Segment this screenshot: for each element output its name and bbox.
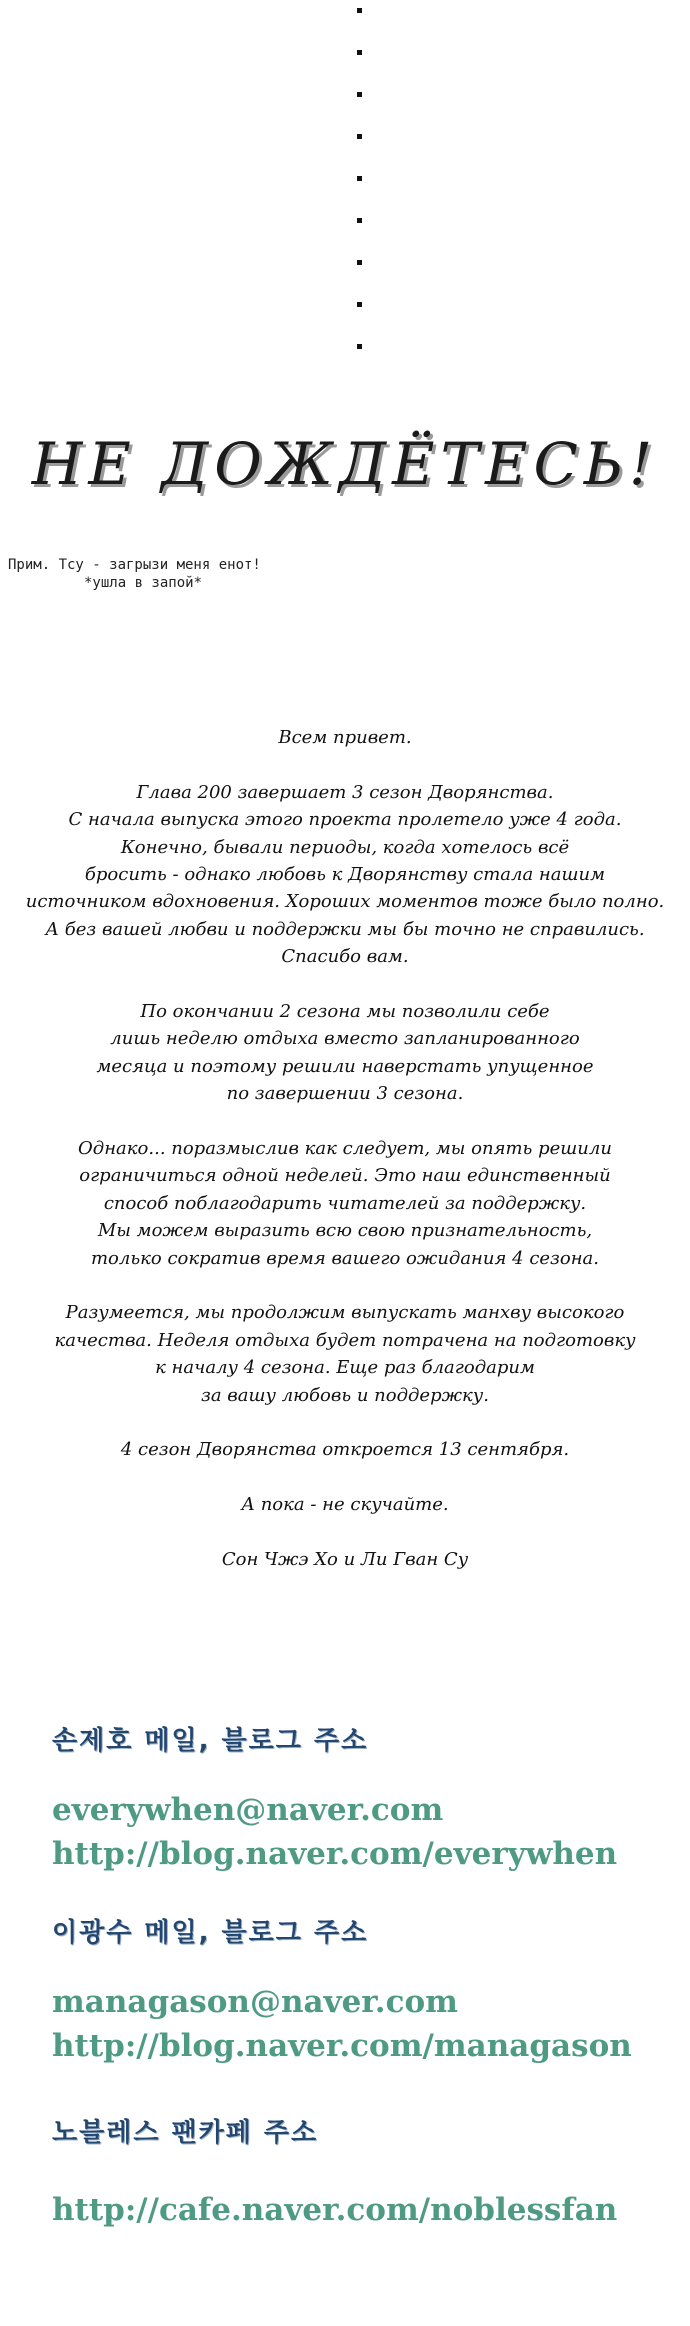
contact-block (52, 2112, 618, 2228)
letter-line: Конечно, бывали периоды, когда хотелось всё (120, 836, 570, 858)
contact-heading: 이광수 메일, 블로그 주소 (52, 1918, 369, 1948)
dot (357, 344, 362, 349)
letter-line: ограничиться одной неделей. Это наш единственный (79, 1165, 611, 1187)
letter-paragraphs (0, 779, 690, 1574)
letter-line: А пока - не скучайте. (241, 1494, 449, 1516)
letter-line: Однако... поразмыслив как следует, мы опять решили (78, 1138, 612, 1160)
translator-note-line: *ушла в запой* (84, 575, 203, 591)
letter-line: Глава 200 завершает 3 сезон Дворянства. (136, 781, 554, 803)
letter-line: С начала выпуска этого проекта пролетело уже 4 года. (68, 809, 622, 831)
letter-line: Всем привет. (278, 727, 412, 748)
dot (357, 50, 362, 55)
translator-note (8, 556, 261, 592)
letter-body (0, 724, 690, 1601)
letter-line: по завершении 3 сезона. (226, 1083, 464, 1105)
letter-line: А без вашей любви и поддержки мы бы точно не справились. (45, 918, 645, 940)
letter-paragraph (0, 1546, 690, 1573)
letter-line: По окончании 2 сезона мы позволили себе (140, 1001, 550, 1023)
dot (357, 218, 362, 223)
letter-greeting (0, 724, 690, 751)
letter-line: Сон Чжэ Хо и Ли Гван Су (221, 1549, 469, 1571)
contact-block (52, 1720, 618, 1872)
letter-line: способ поблагодарить читателей за поддержку. (103, 1192, 587, 1214)
email-link[interactable]: managason@naver.com (52, 1984, 458, 2020)
contact-heading: 노블레스 팬카페 주소 (52, 2118, 319, 2148)
letter-line: за вашу любовь и поддержку. (201, 1384, 489, 1406)
letter-line: Спасибо вам. (281, 946, 409, 968)
dot (357, 260, 362, 265)
dot (357, 302, 362, 307)
page-title: НЕ ДОЖДЁТЕСЬ! (31, 430, 659, 498)
letter-line: к началу 4 сезона. Еще раз благодарим (155, 1357, 535, 1379)
url-link[interactable]: http://cafe.naver.com/noblessfan (52, 2192, 618, 2228)
letter-line: месяца и поэтому решили наверстать упущенное (96, 1055, 594, 1077)
contact-heading: 손제호 메일, 블로그 주소 (52, 1726, 369, 1756)
letter-paragraph (0, 1299, 690, 1409)
letter-paragraph (0, 1491, 690, 1518)
url-link[interactable]: http://blog.naver.com/managason (52, 2028, 632, 2064)
dot-separator (357, 8, 363, 386)
letter-paragraph (0, 998, 690, 1108)
letter-line: Разумеется, мы продолжим выпускать манхву высокого (65, 1302, 625, 1324)
letter-paragraph (0, 779, 690, 971)
letter-line: лишь неделю отдыха вместо запланированного (110, 1028, 580, 1050)
email-link[interactable]: everywhen@naver.com (52, 1792, 444, 1828)
letter-line: Мы можем выразить всю свою признательность, (97, 1220, 593, 1242)
letter-paragraph (0, 1436, 690, 1463)
dot (357, 92, 362, 97)
contact-block (52, 1912, 632, 2064)
translator-note-line: Прим. Тсу - загрызи меня енот! (8, 557, 261, 573)
letter-line: только сократив время вашего ожидания 4 сезона. (90, 1247, 600, 1269)
dot (357, 176, 362, 181)
letter-line: качества. Неделя отдыха будет потрачена на подготовку (54, 1329, 636, 1351)
dot (357, 134, 362, 139)
letter-line: источником вдохновения. Хороших моментов тоже было полно. (25, 891, 665, 913)
url-link[interactable]: http://blog.naver.com/everywhen (52, 1836, 618, 1872)
letter-line: 4 сезон Дворянства откроется 13 сентября. (120, 1439, 570, 1461)
dot (357, 8, 362, 13)
letter-paragraph (0, 1135, 690, 1272)
letter-line: бросить - однако любовь к Дворянству стала нашим (84, 864, 606, 886)
